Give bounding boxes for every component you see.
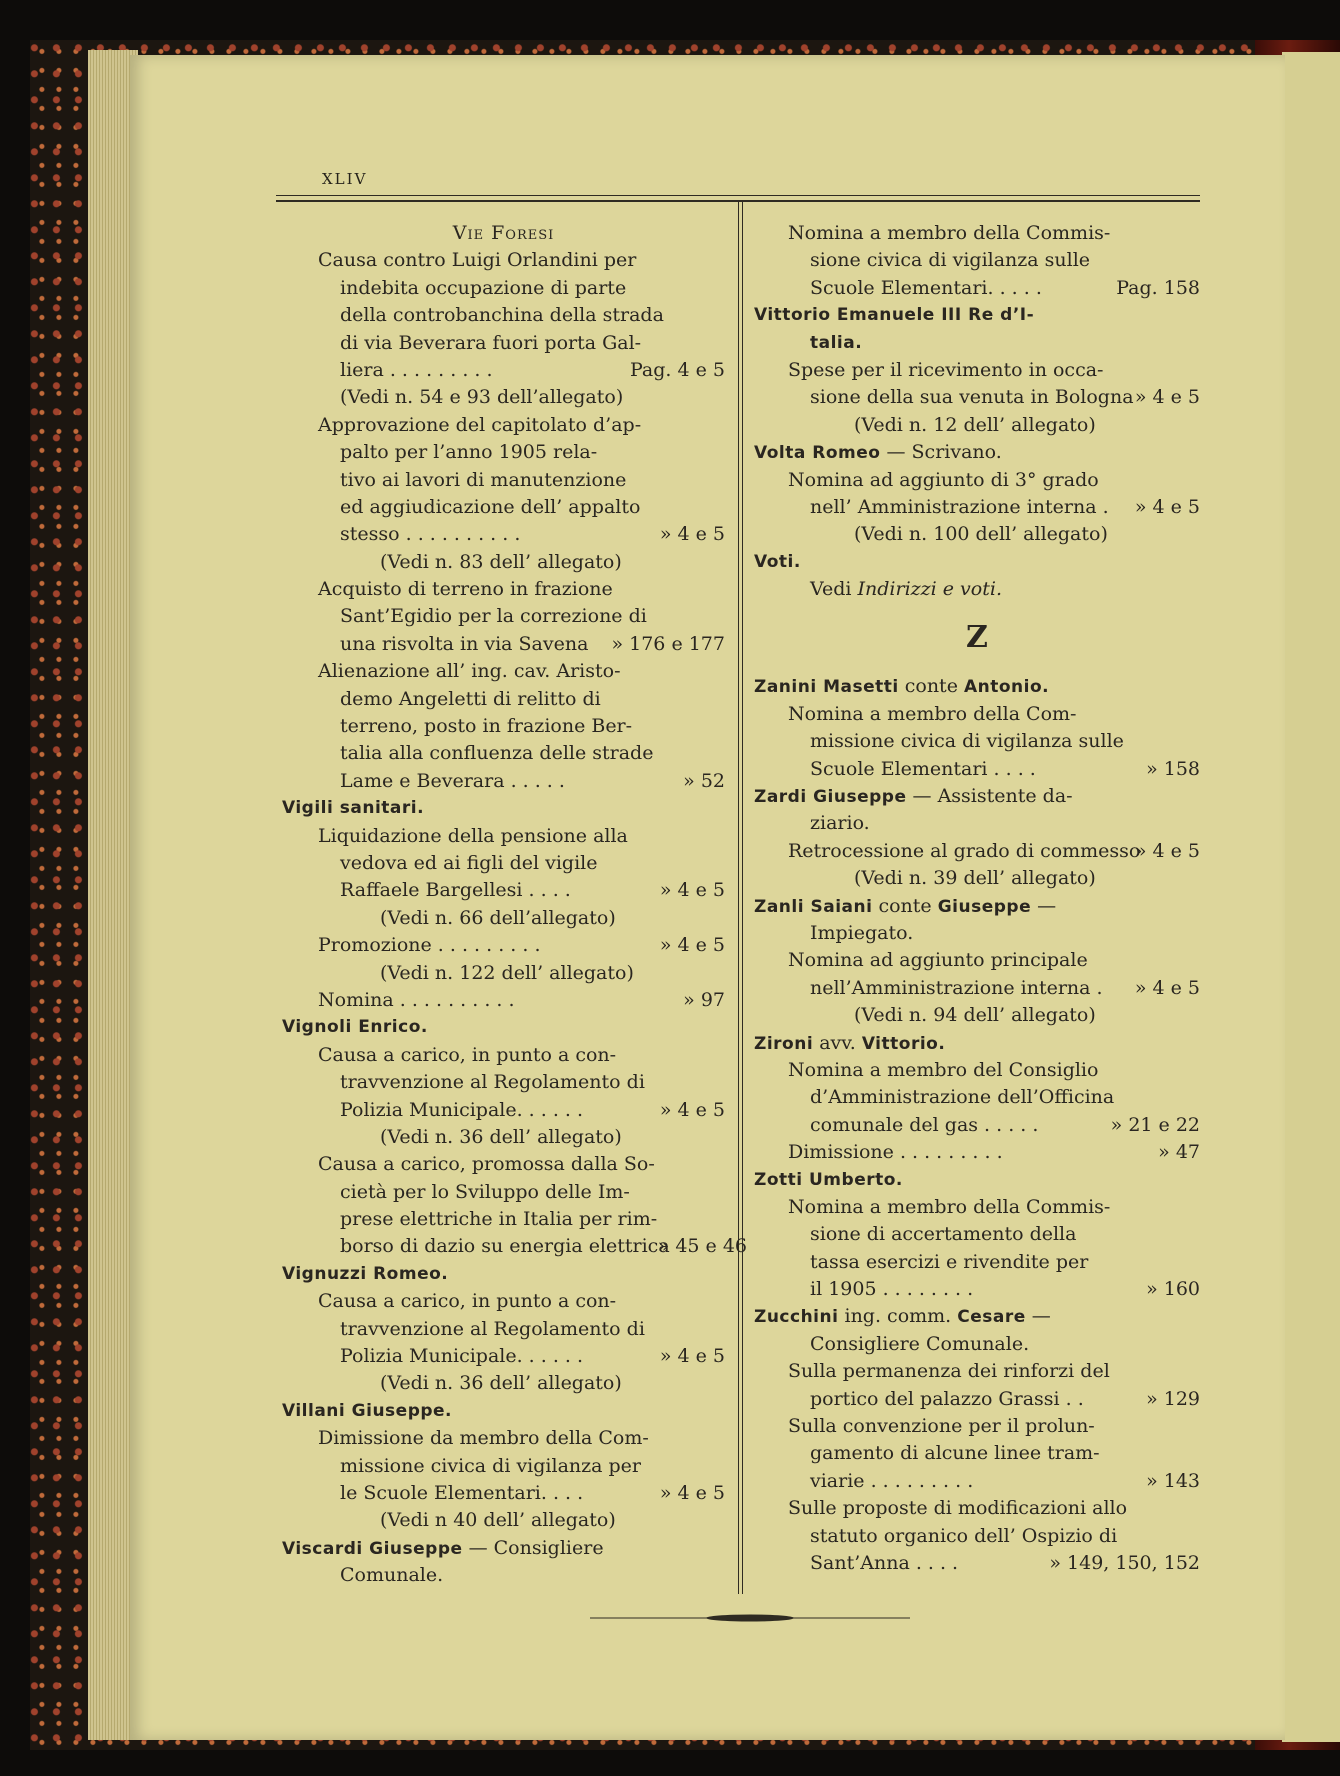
index-line: missione civica di vigilanza per (340, 1454, 642, 1477)
index-line: ziario. (810, 812, 870, 835)
index-line (754, 1276, 1200, 1303)
index-text: viarie . . . . . . . . . (810, 1469, 974, 1492)
index-text: Vedi (810, 578, 858, 601)
index-text: comunale del gas . . . . . (810, 1113, 1039, 1136)
index-line: demo Angeletti di relitto di (340, 687, 601, 710)
index-line: missione civica di vigilanza sulle (810, 730, 1124, 753)
page-reference: » 129 (1146, 1387, 1200, 1410)
index-text: Scuole Elementari. . . . . (810, 276, 1042, 299)
end-ornament (590, 1612, 910, 1624)
index-line: sione di accertamento della (810, 1223, 1077, 1246)
page-reference: » 176 e 177 (611, 632, 725, 655)
index-line (754, 1550, 1200, 1577)
index-line: della controbanchina della strada (340, 304, 664, 327)
entry-heading-line (754, 439, 1200, 466)
index-line: Alienazione all’ ing. cav. Aristo- (318, 660, 621, 683)
page-reference: » 160 (1146, 1278, 1200, 1301)
index-text: Polizia Municipale. . . . . . (340, 1345, 584, 1368)
entry-qualifier: avv. (813, 1031, 862, 1054)
entry-heading: Antonio. (963, 677, 1050, 698)
index-text: il 1905 . . . . . . . . (810, 1278, 974, 1301)
entry-heading: Zotti Umberto. (754, 1169, 903, 1190)
index-line: di via Beverara fuori porta Gal- (340, 331, 642, 354)
index-line (282, 987, 725, 1014)
page-reference: » 4 e 5 (659, 879, 725, 902)
entry-qualifier: — (1031, 894, 1057, 917)
facing-page-edge (1282, 52, 1340, 1742)
entry-heading-line (282, 1535, 725, 1562)
page-reference: » 158 (1146, 757, 1200, 780)
index-line: Impiegato. (810, 921, 914, 944)
page-reference: » 143 (1146, 1469, 1200, 1492)
page-folio: XLIV (322, 170, 368, 188)
index-column-left (282, 220, 747, 1590)
index-line: Nomina a membro della Commis- (788, 1195, 1111, 1218)
index-line (754, 576, 1200, 603)
index-line: Approvazione del capitolato d’ap- (318, 413, 642, 436)
index-line: Consigliere Comunale. (810, 1332, 1030, 1355)
index-line (754, 275, 1200, 302)
page-reference: » 4 e 5 (1134, 495, 1200, 518)
index-line: cietà per lo Sviluppo delle Im- (340, 1180, 630, 1203)
index-line: Sant’Egidio per la correzione di (340, 605, 647, 628)
index-text: Dimissione . . . . . . . . . (788, 1141, 1003, 1164)
page-reference: » 21 e 22 (1110, 1113, 1200, 1136)
index-line: tivo ai lavori di manutenzione (340, 468, 627, 491)
index-line: sione civica di vigilanza sulle (810, 249, 1091, 272)
index-line: (Vedi n. 66 dell’allegato) (380, 906, 616, 929)
index-line (282, 357, 725, 384)
entry-qualifier: ing. comm. (838, 1305, 958, 1328)
index-line: Causa a carico, in punto a con- (318, 1043, 617, 1066)
index-text: Nomina . . . . . . . . . . (318, 988, 515, 1011)
index-text: Raffaele Bargellesi . . . . (340, 879, 571, 902)
entry-heading: Zanli Saiani (754, 896, 873, 917)
index-line: Dimissione da membro della Com- (318, 1427, 649, 1450)
index-line (282, 1097, 725, 1124)
index-line: vedova ed ai figli del vigile (340, 851, 598, 874)
entry-heading-line (754, 1303, 1200, 1330)
index-text: nell’Amministrazione interna . (810, 976, 1103, 999)
index-line: (Vedi n. 39 dell’ allegato) (854, 867, 1096, 890)
entry-qualifier: — Scrivano. (880, 441, 1002, 464)
index-line: d’Amministrazione dell’Officina (810, 1086, 1115, 1109)
index-line (754, 1139, 1200, 1166)
index-line: (Vedi n. 54 e 93 dell’allegato) (340, 386, 624, 409)
index-text: portico del palazzo Grassi . . (810, 1387, 1084, 1410)
cross-reference: Indirizzi e voti. (857, 578, 1002, 601)
entry-heading: Vignuzzi Romeo. (282, 1263, 449, 1284)
page-reference: » 4 e 5 (1134, 386, 1200, 409)
index-line: Nomina a membro della Commis- (788, 222, 1111, 244)
index-line: talia alla confluenza delle strade (340, 742, 654, 765)
page-reference: » 149, 150, 152 (1049, 1551, 1200, 1574)
index-column-right (754, 220, 1200, 1577)
index-line: Sulla permanenza dei rinforzi del (788, 1360, 1110, 1383)
index-text: liera . . . . . . . . . (340, 358, 493, 381)
index-line: Spese per il ricevimento in occa- (788, 358, 1104, 381)
index-text: borso di dazio su energia elettrica (340, 1235, 670, 1258)
column-divider (738, 202, 743, 1594)
index-text: Sant’Anna . . . . (810, 1551, 959, 1574)
index-line: (Vedi n 40 dell’ allegato) (380, 1509, 616, 1532)
index-line: Sulle proposte di modificazioni allo (788, 1497, 1128, 1520)
index-text: Retrocessione al grado di commesso (788, 839, 1141, 862)
entry-heading: Viscardi Giuseppe (282, 1538, 463, 1559)
entry-heading: Zucchini (754, 1307, 839, 1328)
index-line: Comunale. (340, 1564, 444, 1587)
index-text: una risvolta in via Savena (340, 632, 589, 655)
index-line (754, 1468, 1200, 1495)
index-text: nell’ Amministrazione interna . (810, 495, 1109, 518)
index-line (282, 631, 725, 658)
page-reference: » 52 (683, 769, 725, 792)
index-line: (Vedi n. 36 dell’ allegato) (380, 1125, 622, 1148)
page-reference: » 4 e 5 (659, 523, 725, 546)
index-line (282, 1233, 747, 1260)
entry-heading: Cesare (957, 1307, 1026, 1328)
index-line (754, 838, 1200, 865)
index-line (754, 384, 1200, 411)
page-reference: » 45 e 46 (657, 1235, 747, 1258)
index-line (282, 877, 725, 904)
section-heading: Vie Foresi (452, 222, 555, 244)
entry-heading-line (754, 673, 1200, 700)
index-line: terreno, posto in frazione Ber- (340, 715, 633, 738)
header-rule (276, 195, 1200, 202)
index-line: travvenzione al Regolamento di (340, 1071, 645, 1094)
entry-heading-line (754, 1030, 1200, 1057)
index-line: tassa esercizi e rivendite per (810, 1250, 1089, 1273)
entry-qualifier: — Consigliere (462, 1536, 604, 1559)
page-reference: » 97 (683, 988, 725, 1011)
entry-heading: Voti. (754, 551, 801, 572)
index-line: Causa a carico, promossa dalla So- (318, 1153, 655, 1176)
index-line: prese elettriche in Italia per rim- (340, 1208, 658, 1231)
index-line (754, 1112, 1200, 1139)
index-line: (Vedi n. 83 dell’ allegato) (380, 550, 622, 573)
index-line (282, 768, 725, 795)
index-line: (Vedi n. 12 dell’ allegato) (854, 413, 1096, 436)
index-line: Causa a carico, in punto a con- (318, 1290, 617, 1313)
index-line: (Vedi n. 36 dell’ allegato) (380, 1372, 622, 1395)
entry-heading-line (754, 893, 1200, 920)
entry-heading: Vittorio Emanuele III Re d’I- (754, 305, 1035, 326)
page-reference: » 4 e 5 (659, 1098, 725, 1121)
entry-heading-line (754, 783, 1200, 810)
page-reference: Pag. 158 (1116, 276, 1200, 299)
index-line: Sulla convenzione per il prolun- (788, 1415, 1095, 1438)
index-line: (Vedi n. 122 dell’ allegato) (380, 961, 634, 984)
index-line: travvenzione al Regolamento di (340, 1317, 645, 1340)
index-line: Nomina ad aggiunto principale (788, 949, 1088, 972)
index-line: Nomina ad aggiunto di 3° grado (788, 468, 1099, 491)
index-line (754, 975, 1200, 1002)
index-line: Liquidazione della pensione alla (318, 824, 628, 847)
index-text: stesso . . . . . . . . . . (340, 523, 521, 546)
page-reference: » 4 e 5 (659, 1345, 725, 1368)
entry-heading: Volta Romeo (754, 443, 881, 464)
index-line (282, 1480, 725, 1507)
index-line: indebita occupazione di parte (340, 276, 627, 299)
index-text: sione della sua venuta in Bologna (810, 386, 1134, 409)
index-line (282, 1343, 725, 1370)
index-line (282, 932, 725, 959)
index-line: Acquisto di terreno in frazione (318, 578, 613, 601)
entry-heading: Villani Giuseppe. (282, 1400, 453, 1421)
index-line (754, 756, 1200, 783)
index-line: gamento di alcune linee tram- (810, 1442, 1100, 1465)
entry-heading: talia. (810, 332, 863, 353)
index-line: Causa contro Luigi Orlandini per (318, 249, 637, 272)
index-text: Polizia Municipale. . . . . . (340, 1098, 584, 1121)
entry-heading: Vittorio. (861, 1033, 946, 1054)
entry-qualifier: conte (898, 675, 964, 698)
index-line: palto per l’anno 1905 rela- (340, 441, 598, 464)
index-line: Nomina a membro del Consiglio (788, 1058, 1099, 1081)
page-reference: » 4 e 5 (1134, 839, 1200, 862)
index-line (282, 521, 725, 548)
index-text: Promozione . . . . . . . . . (318, 934, 541, 957)
index-line (754, 1386, 1200, 1413)
page-reference: Pag. 4 e 5 (630, 358, 725, 381)
entry-heading: Giuseppe (937, 896, 1032, 917)
index-line: statuto organico dell’ Ospizio di (810, 1524, 1118, 1547)
page-reference: » 4 e 5 (659, 934, 725, 957)
index-line: (Vedi n. 100 dell’ allegato) (854, 523, 1108, 546)
index-line: Nomina a membro della Com- (788, 702, 1077, 725)
entry-heading: Zironi (754, 1033, 814, 1054)
section-letter: Z (966, 620, 988, 656)
index-text: le Scuole Elementari. . . . (340, 1481, 584, 1504)
index-text: Scuole Elementari . . . . (810, 757, 1036, 780)
page-reference: » 47 (1158, 1141, 1200, 1164)
page-reference: » 4 e 5 (1134, 976, 1200, 999)
entry-heading: Zanini Masetti (754, 677, 899, 698)
entry-heading: Vignoli Enrico. (282, 1017, 428, 1038)
page-reference: » 4 e 5 (659, 1481, 725, 1504)
entry-qualifier: — (1025, 1305, 1051, 1328)
entry-qualifier: — Assistente da- (906, 785, 1073, 808)
index-text: Lame e Beverara . . . . . (340, 769, 565, 792)
entry-heading: Vigili sanitari. (282, 798, 425, 819)
index-line: ed aggiudicazione dell’ appalto (340, 495, 641, 518)
index-line (754, 494, 1200, 521)
entry-heading: Zardi Giuseppe (754, 787, 907, 808)
entry-qualifier: conte (872, 894, 938, 917)
index-line: (Vedi n. 94 dell’ allegato) (854, 1004, 1096, 1027)
